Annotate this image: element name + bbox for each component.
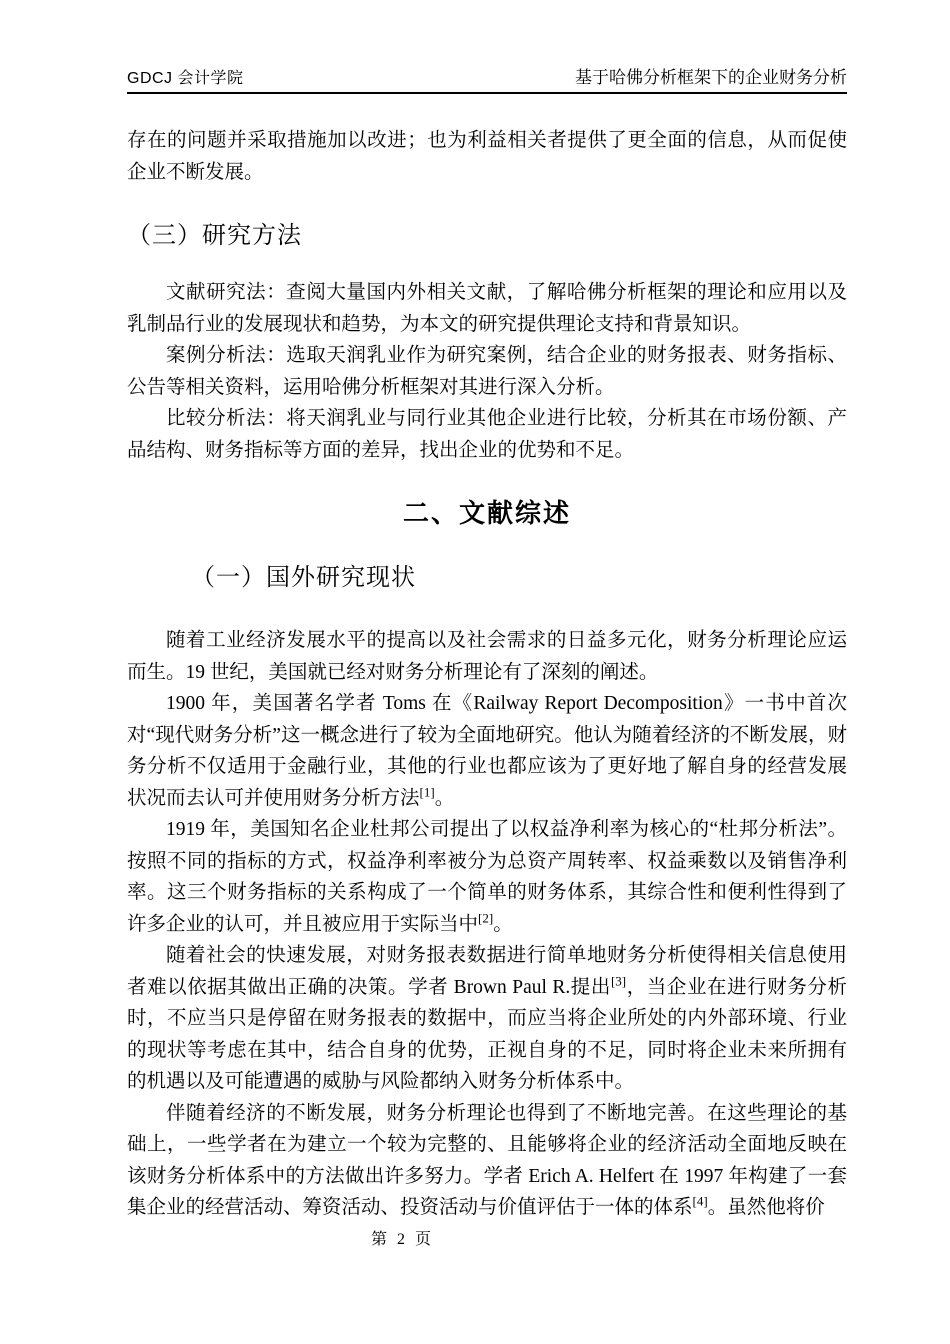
paragraph-toms-1900 bbox=[127, 688, 847, 814]
paragraph-helfert-1997 bbox=[127, 1098, 847, 1224]
ref-marker-4: [4] bbox=[692, 1193, 708, 1209]
header-doc-title: 基于哈佛分析框架下的企业财务分析 bbox=[575, 68, 847, 87]
paragraph-toms-end: 。 bbox=[434, 787, 455, 809]
heading-research-methods: （三）研究方法 bbox=[127, 222, 302, 249]
heading-literature-review: 二、文献综述 bbox=[402, 498, 571, 528]
paragraph-case-method: 案例分析法：选取天润乳业作为研究案例，结合企业的财务报表、财务指标、公告等相关资料，运用哈佛分析框架对其进行深入分析。 bbox=[127, 345, 847, 398]
paragraph-helfert-end: 。虽然他将价 bbox=[707, 1197, 825, 1218]
paragraph-brown-end: ，当企业在进行财务分析时，不应当只是停留在财务报表的数据中，而应当将企业所处的内外部环境、行业的现状等考虑在其中，结合自身的优势，正视自身的不足，同时将企业未来所拥有的机遇以及可能遭遇的威胁与风险都纳入财务分析体系中。 bbox=[127, 976, 847, 1092]
paragraph-dupont-text: 1919 年，美国知名企业杜邦公司提出了以权益净利率为核心的“杜邦分析法”。按照不同的指标的方式，权益净利率被分为总资产周转率、权益乘数以及销售净利率。这三个财务指标的关系构成了一个简单的财务体系，其综合性和便利性得到了许多企业的认可，并且被应用于实际当中 bbox=[127, 819, 847, 935]
paragraph-helfert-text: 伴随着经济的不断发展，财务分析理论也得到了不断地完善。在这些理论的基础上，一些学者在为建立一个较为完整的、且能够将企业的经济活动全面地反映在该财务分析体系中的方法做出许多努力。学者 Erich A. Helfert 在 1997 年构建了一套集企业的经营活动、筹资活动、投资活动与价值评估于一体的体系 bbox=[127, 1102, 847, 1218]
page-body bbox=[127, 125, 847, 1224]
paragraph-foreign-origin: 随着工业经济发展水平的提高以及社会需求的日益多元化，财务分析理论应运而生。19 世纪，美国就已经对财务分析理论有了深刻的阐述。 bbox=[127, 630, 847, 683]
header-institution: GDCJ 会计学院 bbox=[127, 70, 244, 87]
ref-marker-2: [2] bbox=[478, 910, 494, 925]
paragraph-toms-text: 1900 年，美国著名学者 Toms 在《Railway Report Decomposition》一书中首次对“现代财务分析”这一概念进行了较为全面地研究。他认为随着经济的不断发展，财务分析不仅适用于金融行业，其他的行业也都应该为了更好地了解自身的经营发展状况而去认可并使用财务分析方法 bbox=[127, 693, 847, 809]
ref-marker-3: [3] bbox=[610, 973, 627, 988]
paragraph-brown-text: 随着社会的快速发展，对财务报表数据进行简单地财务分析使得相关信息使用者难以依据其做出正确的决策。学者 Brown Paul R.提出 bbox=[127, 945, 847, 998]
page-number: 第 2 页 bbox=[371, 1231, 435, 1248]
paragraph-intro: 存在的问题并采取措施加以改进；也为利益相关者提供了更全面的信息，从而促使企业不断发展。 bbox=[127, 130, 847, 183]
ref-marker-1: [1] bbox=[419, 784, 435, 799]
paragraph-literature-method: 文献研究法：查阅大量国内外相关文献，了解哈佛分析框架的理论和应用以及乳制品行业的发展现状和趋势，为本文的研究提供理论支持和背景知识。 bbox=[127, 282, 847, 335]
page-header bbox=[127, 0, 847, 94]
paragraph-brown-paul bbox=[127, 940, 847, 1098]
heading-foreign-research: （一）国外研究现状 bbox=[191, 564, 416, 591]
paragraph-comparison-method: 比较分析法：将天润乳业与同行业其他企业进行比较，分析其在市场份额、产品结构、财务指标等方面的差异，找出企业的优势和不足。 bbox=[127, 408, 847, 461]
page-footer bbox=[371, 1226, 434, 1249]
paragraph-dupont-1919 bbox=[127, 814, 847, 940]
paragraph-dupont-end: 。 bbox=[493, 913, 513, 935]
